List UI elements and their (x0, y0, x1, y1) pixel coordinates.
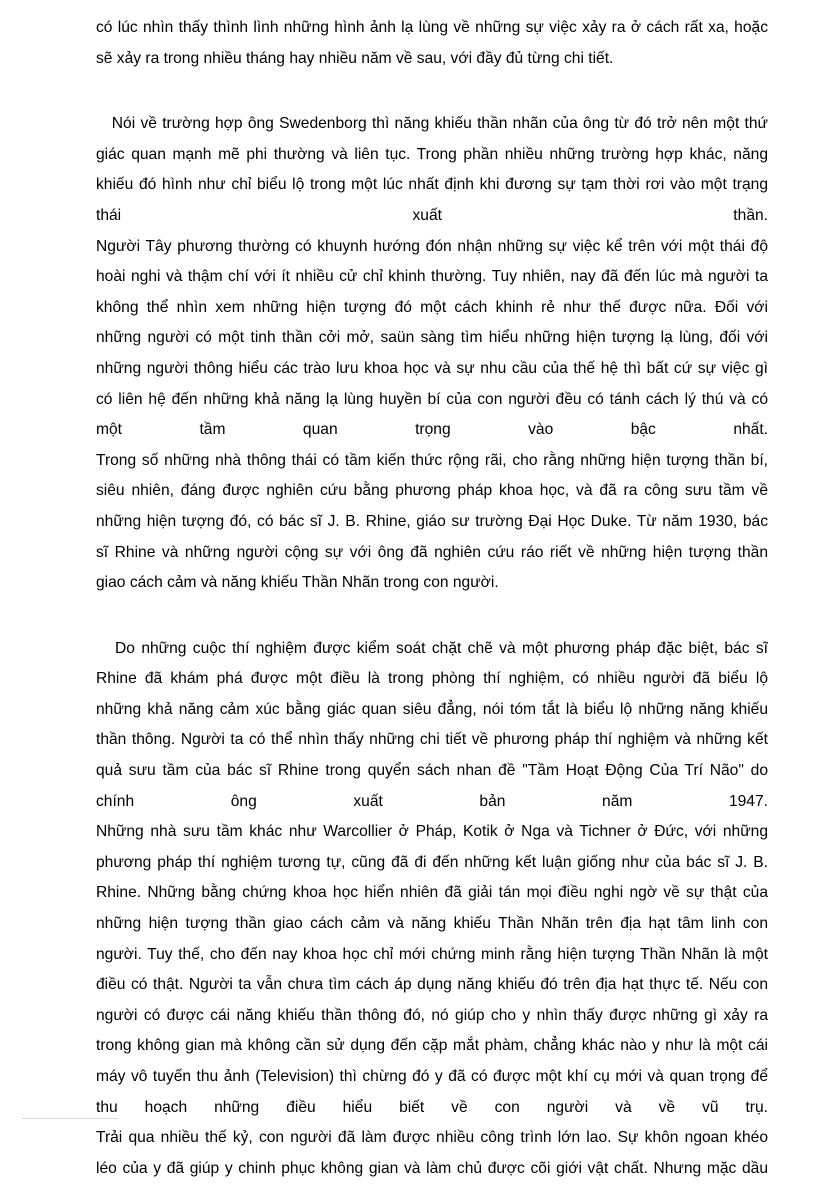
text-line: những hiện tượng thần giao cách cảm và năng khiếu Thần Nhãn trên địa hạt tâm linh con (96, 915, 768, 933)
text-line: sẽ xảy ra trong nhiều tháng hay nhiều năm về sau, với đầy đủ từng chi tiết. (96, 49, 614, 67)
text-line: khiếu đó hình như chỉ biểu lộ trong một lúc nhất định khi đương sự tạm thời rơi vào một trạng (96, 176, 768, 194)
text-line: Người Tây phương thường có khuynh hướng đón nhận những sự việc kể trên với một thái độ (96, 237, 768, 255)
text-line: léo của y đã giúp y chinh phục không gian và làm chủ được cõi giới vật chất. Nhưng mặc dầu (96, 1159, 768, 1177)
text-line: những hiện tượng đó, có bác sĩ J. B. Rhine, giáo sư trường Đại Học Duke. Từ năm 1930, bác (96, 512, 768, 530)
text-line: Do những cuộc thí nghiệm được kiểm soát chặt chẽ và một phương pháp đặc biệt, bác sĩ (96, 639, 768, 657)
text-line: Trải qua nhiều thế kỷ, con người đã làm được nhiều công trình lớn lao. Sự khôn ngoan khéo (96, 1129, 768, 1147)
text-line: Trong số những nhà thông thái có tầm kiến thức rộng rãi, cho rằng những hiện tượng thần bí, (96, 451, 768, 469)
text-line: chính ông xuất bản năm 1947. (96, 792, 768, 810)
text-line: siêu nhiên, đáng được nghiên cứu bằng phương pháp khoa học, và đã ra công sưu tầm về (96, 482, 768, 500)
page-edge-divider (22, 1118, 118, 1119)
text-line: Rhine đã khám phá được một điều là trong phòng thí nghiệm, có nhiều người đã biểu lộ (96, 670, 768, 688)
text-line: người. Tuy thế, cho đến nay khoa học chỉ mới chứng minh rằng hiện tượng Thần Nhãn là một (96, 945, 768, 963)
text-line: hoài nghi và thậm chí với ít nhiều cử chỉ khinh thường. Tuy nhiên, nay đã đến lúc mà người ta (96, 268, 768, 286)
text-line: người có được cái năng khiếu thần thông đó, nó giúp cho y nhìn thấy được những gì xảy ra (96, 1006, 768, 1024)
text-line: những khả năng cảm xúc bằng giác quan siêu đẳng, nói tóm tắt là biểu lộ những năng khiếu (96, 700, 768, 718)
text-line: thần thông. Người ta có thể nhìn thấy những chi tiết về phương pháp thí nghiệm và những kết (96, 731, 768, 749)
text-line: điều có thật. Người ta vẫn chưa tìm cách áp dụng năng khiếu đó trên địa hạt thực tế. Nếu con (96, 976, 768, 994)
paragraph (96, 634, 768, 1184)
text-line: có liên hệ đến những khả năng lạ lùng huyền bí của con người đều có tánh cách lý thú và có (96, 390, 768, 408)
text-line: những người có một tinh thần cởi mở, saün sàng tìm hiểu những hiện tượng lạ lùng, đối với (96, 329, 768, 347)
text-line: Nói về trường hợp ông Swedenborg thì năng khiếu thần nhãn của ông từ đó trở nên một thứ (96, 115, 768, 133)
text-line: giao cách cảm và năng khiếu Thần Nhãn trong con người. (96, 574, 499, 592)
text-line: phương pháp thí nghiệm tương tự, cũng đã đi đến những kết luận giống như của bác sĩ J. B. (96, 853, 768, 871)
text-line: thái xuất thần. (96, 206, 768, 224)
text-line: không thể nhìn xem những hiện tượng đó một cách khinh rẻ như thế được nữa. Đối với (96, 298, 768, 316)
text-line: những người thông hiểu các trào lưu khoa học và sự nhu cầu của thế hệ thì bất cứ sự việc gì (96, 359, 768, 377)
text-line: máy vô tuyến thu ảnh (Television) thì chừng đó y đã có được một khí cụ mới và quan trọng để (96, 1068, 768, 1085)
text-line: có lúc nhìn thấy thình lình những hình ảnh lạ lùng về những sự việc xảy ra ở cách rất xa, hoặc (96, 19, 768, 36)
text-line: Những nhà sưu tầm khác như Warcollier ở Pháp, Kotik ở Nga và Tichner ở Đức, với những (96, 823, 768, 841)
text-line: trong không gian mà không cần sử dụng đến cặp mắt phàm, chẳng khác nào y như là một cái (96, 1037, 768, 1055)
text-line: Rhine. Những bằng chứng khoa học hiển nhiên đã giải tán mọi điều nghi ngờ về sự thật của (96, 884, 768, 902)
text-line: sĩ Rhine và những người cộng sự với ông đã nghiên cứu ráo riết về những hiện tượng thần (96, 543, 768, 561)
paragraph (96, 109, 768, 599)
body-text (96, 13, 768, 1184)
text-line: một tầm quan trọng vào bậc nhất. (96, 421, 768, 439)
text-line: giác quan mạnh mẽ phi thường và liên tục. Trong phần nhiều những trường hợp khác, năng (96, 145, 768, 163)
text-line: thu hoạch những điều hiểu biết về con người và về vũ trụ. (96, 1098, 768, 1116)
paragraph (96, 13, 768, 74)
text-line: quả sưu tầm của bác sĩ Rhine trong quyển sách nhan đề "Tầm Hoạt Động Của Trí Não" do (96, 762, 768, 780)
